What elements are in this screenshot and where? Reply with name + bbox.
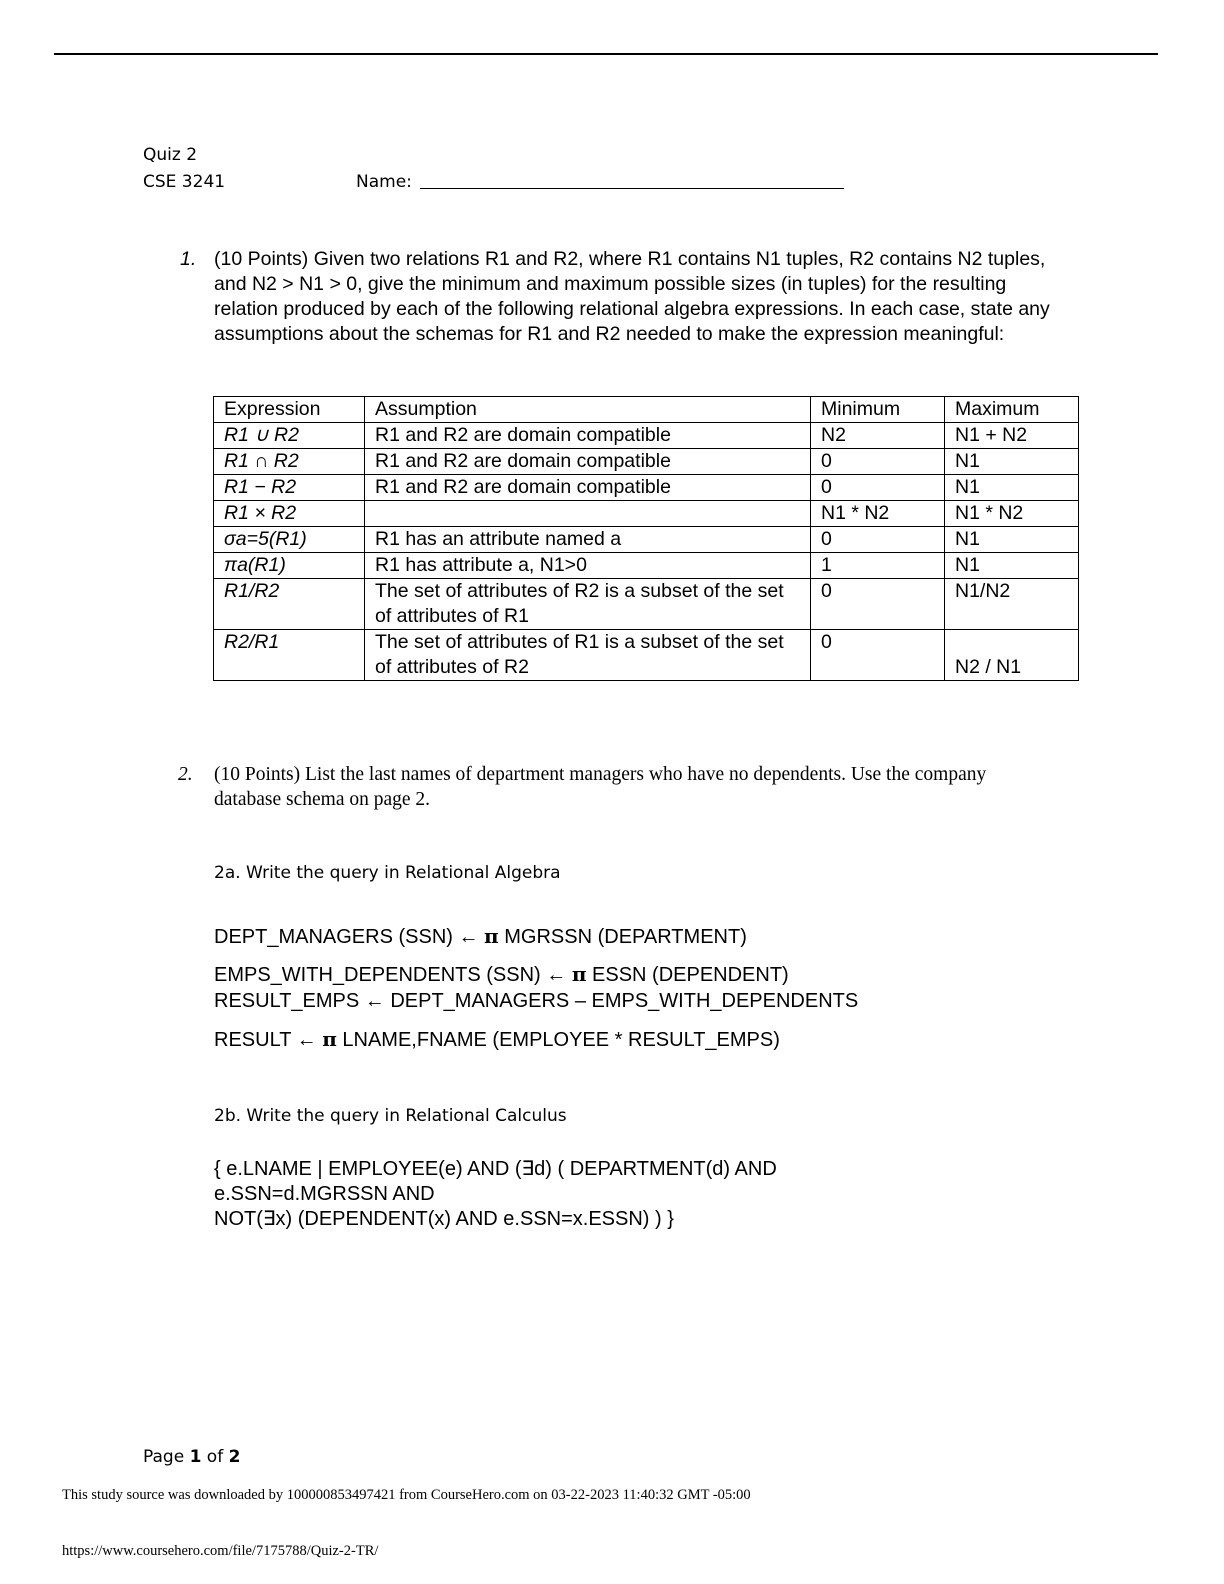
algebra-left: RESULT_EMPS ← DEPT_MANAGERS – EMPS_WITH_DEPENDENTS bbox=[214, 990, 859, 1012]
pi-symbol: π bbox=[484, 924, 499, 948]
quiz-title: Quiz 2 bbox=[143, 145, 198, 165]
maximum-cell: N1 bbox=[945, 449, 1079, 475]
maximum-value: N2 / N1 bbox=[955, 656, 1022, 678]
table-row bbox=[214, 553, 1079, 579]
question-1-text: (10 Points) Given two relations R1 and R2, where R1 contains N1 tuples, R2 contains N2 tuples, and N2 > N1 > 0, give the minimum and maximum possible sizes (in tuples) for the resulting relation produced by each of the following relational algebra expressions. In each case, state any assumptions about the schemas for R1 and R2 needed to make the expression meaningful: bbox=[214, 248, 1050, 345]
question-2 bbox=[178, 762, 1058, 812]
algebra-line bbox=[214, 1027, 780, 1052]
assumption-cell: R1 has attribute a, N1>0 bbox=[365, 553, 811, 579]
name-blank-line bbox=[420, 188, 844, 189]
algebra-line bbox=[214, 962, 789, 987]
maximum-cell: N1 + N2 bbox=[945, 423, 1079, 449]
table-row bbox=[214, 475, 1079, 501]
table-row bbox=[214, 527, 1079, 553]
maximum-cell: N1 bbox=[945, 553, 1079, 579]
part-2a-label: 2a. Write the query in Relational Algebra bbox=[214, 863, 561, 883]
top-rule bbox=[54, 53, 1158, 55]
minimum-cell: N2 bbox=[811, 423, 945, 449]
source-notice: This study source was downloaded by 100000853497421 from CourseHero.com on 03-22-2023 11:40:32 GMT -05:00 bbox=[62, 1487, 751, 1503]
page-prefix: Page bbox=[143, 1447, 190, 1467]
expression-cell: R1 × R2 bbox=[214, 501, 365, 527]
header-cell: Assumption bbox=[365, 397, 811, 423]
header-cell: Minimum bbox=[811, 397, 945, 423]
algebra-right: ESSN (DEPENDENT) bbox=[592, 964, 789, 986]
question-2-text: (10 Points) List the last names of department managers who have no dependents. Use the company database schema on page 2. bbox=[214, 764, 987, 810]
expression-cell: R1/R2 bbox=[214, 579, 365, 630]
header-cell: Maximum bbox=[945, 397, 1079, 423]
minimum-cell: 0 bbox=[811, 449, 945, 475]
minimum-cell: 1 bbox=[811, 553, 945, 579]
algebra-line bbox=[214, 990, 858, 1013]
part-2b-label: 2b. Write the query in Relational Calculus bbox=[214, 1106, 567, 1126]
table-row bbox=[214, 579, 1079, 630]
assumption-cell: The set of attributes of R2 is a subset of the set of attributes of R1 bbox=[365, 579, 811, 630]
algebra-line bbox=[214, 924, 747, 949]
name-label: Name: bbox=[356, 172, 412, 192]
assumption-cell: R1 and R2 are domain compatible bbox=[365, 475, 811, 501]
question-1 bbox=[180, 247, 1060, 347]
calculus-query bbox=[214, 1157, 777, 1232]
minimum-cell: 0 bbox=[811, 475, 945, 501]
assumption-cell: R1 and R2 are domain compatible bbox=[365, 449, 811, 475]
assumption-cell: The set of attributes of R1 is a subset of the set of attributes of R2 bbox=[365, 630, 811, 681]
minimum-cell: N1 * N2 bbox=[811, 501, 945, 527]
expression-cell: R1 ∪ R2 bbox=[214, 423, 365, 449]
algebra-left: DEPT_MANAGERS (SSN) ← bbox=[214, 926, 479, 948]
page-current: 1 bbox=[189, 1447, 202, 1467]
table-row bbox=[214, 630, 1079, 681]
maximum-cell bbox=[945, 630, 1079, 681]
table-row bbox=[214, 449, 1079, 475]
calculus-line: NOT(∃x) (DEPENDENT(x) AND e.SSN=x.ESSN) ) } bbox=[214, 1208, 674, 1230]
table-header-row bbox=[214, 397, 1079, 423]
page-total: 2 bbox=[228, 1447, 241, 1467]
maximum-cell: N1 bbox=[945, 527, 1079, 553]
expression-cell: πa(R1) bbox=[214, 553, 365, 579]
expression-cell: R2/R1 bbox=[214, 630, 365, 681]
pi-symbol: π bbox=[322, 1027, 337, 1051]
calculus-line: { e.LNAME | EMPLOYEE(e) AND (∃d) ( DEPARTMENT(d) AND bbox=[214, 1158, 777, 1180]
maximum-cell: N1 bbox=[945, 475, 1079, 501]
table-row bbox=[214, 423, 1079, 449]
course-code: CSE 3241 bbox=[143, 172, 226, 192]
algebra-right: MGRSSN (DEPARTMENT) bbox=[504, 926, 747, 948]
page-number bbox=[143, 1447, 240, 1467]
calculus-line: e.SSN=d.MGRSSN AND bbox=[214, 1183, 435, 1205]
question-1-number: 1. bbox=[180, 248, 197, 270]
maximum-cell: N1/N2 bbox=[945, 579, 1079, 630]
algebra-left: EMPS_WITH_DEPENDENTS (SSN) ← bbox=[214, 964, 567, 986]
source-url: https://www.coursehero.com/file/7175788/Quiz-2-TR/ bbox=[62, 1543, 379, 1559]
expression-cell: σa=5(R1) bbox=[214, 527, 365, 553]
assumption-cell bbox=[365, 501, 811, 527]
table-row bbox=[214, 501, 1079, 527]
page-of: of bbox=[201, 1447, 229, 1467]
header-cell: Expression bbox=[214, 397, 365, 423]
pi-symbol: π bbox=[571, 962, 587, 986]
algebra-left: RESULT ← bbox=[214, 1029, 317, 1051]
question-2-number: 2. bbox=[178, 764, 193, 785]
maximum-cell: N1 * N2 bbox=[945, 501, 1079, 527]
algebra-right: LNAME,FNAME (EMPLOYEE * RESULT_EMPS) bbox=[342, 1029, 780, 1051]
assumption-cell: R1 has an attribute named a bbox=[365, 527, 811, 553]
relational-sizes-table bbox=[213, 396, 1079, 681]
minimum-cell: 0 bbox=[811, 630, 945, 681]
minimum-cell: 0 bbox=[811, 579, 945, 630]
expression-cell: R1 − R2 bbox=[214, 475, 365, 501]
expression-cell: R1 ∩ R2 bbox=[214, 449, 365, 475]
minimum-cell: 0 bbox=[811, 527, 945, 553]
assumption-cell: R1 and R2 are domain compatible bbox=[365, 423, 811, 449]
